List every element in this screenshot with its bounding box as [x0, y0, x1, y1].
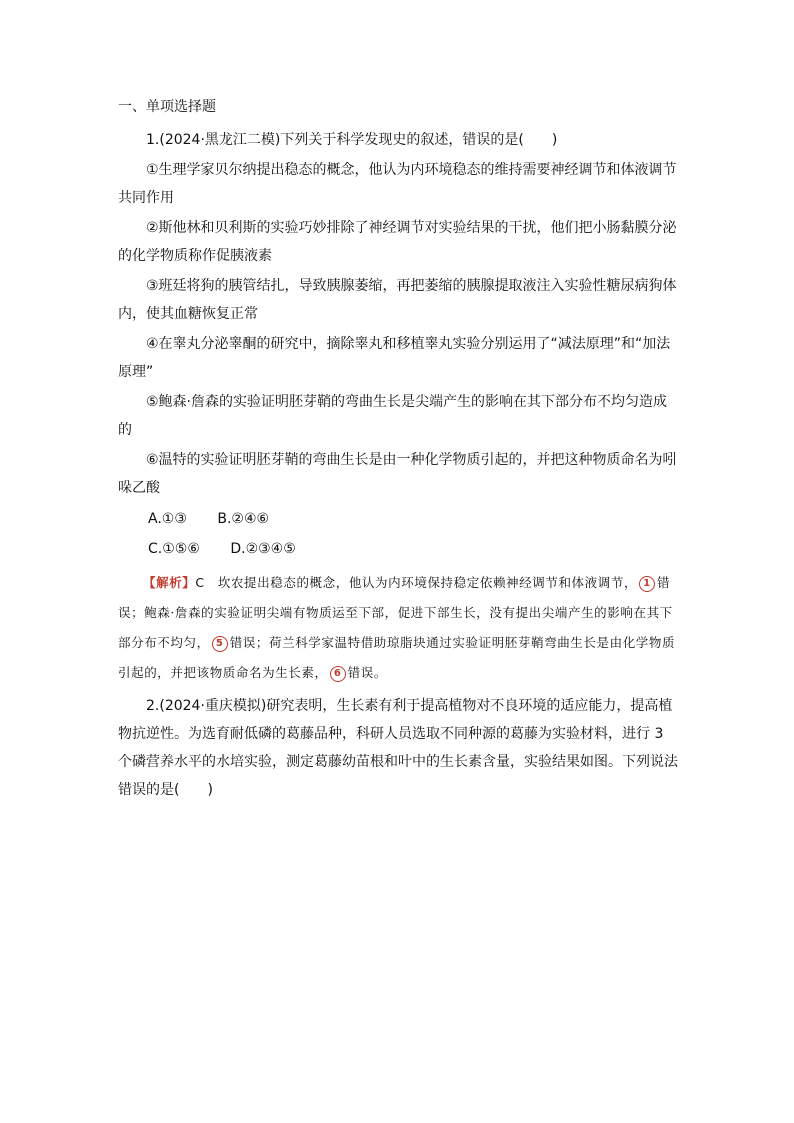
circled-number-6-mark: 6: [330, 666, 346, 682]
circled-number-5-mark: 5: [212, 636, 228, 652]
statement-2: ②斯他林和贝利斯的实验巧妙排除了神经调节对实验结果的干扰，他们把小肠黏膜分泌的化学物质称作促胰液素: [118, 220, 677, 264]
statement-5: ⑤鲍森·詹森的实验证明胚芽鞘的弯曲生长是尖端产生的影响在其下部分布不均匀造成的: [118, 394, 667, 438]
statement-4: ④在睾丸分泌睾酮的研究中，摘除睾丸和移植睾丸实验分别运用了“减法原理”和“加法原理”: [118, 336, 671, 380]
analysis-label: 【解析】: [143, 575, 196, 590]
statement-3: ③班廷将狗的胰管结扎，导致胰腺萎缩，再把萎缩的胰腺提取液注入实验性糖尿病狗体内，使其血糖恢复正常: [118, 278, 677, 322]
analysis-text-4: 错误。: [347, 665, 387, 680]
analysis-text-1: 坎农提出稳态的概念，他认为内环境保持稳定依赖神经调节和体液调节，: [217, 575, 638, 590]
option-a: A.①③: [148, 511, 187, 527]
document-page: [118, 96, 678, 806]
analysis-text-3: 错误；荷兰科学家温特借助琼脂块通过实验证明胚芽鞘弯曲生长是由化学物质引起的，并把该物质命名为生长素，: [118, 635, 676, 680]
section-title: 一、单项选择题: [118, 99, 216, 115]
option-b: B.②④⑥: [217, 511, 270, 527]
option-d: D.②③④⑤: [230, 541, 296, 557]
question-1-stem: 1.(2024·黑龙江二模)下列关于科学发现史的叙述，错误的是( ): [146, 132, 558, 148]
statement-1: ①生理学家贝尔纳提出稳态的概念，他认为内环境稳态的维持需要神经调节和体液调节共同作用: [118, 162, 677, 206]
circled-number-1-mark: 1: [639, 576, 655, 592]
option-c: C.①⑤⑥: [148, 541, 200, 557]
analysis-answer: C: [195, 575, 205, 590]
analysis-text-2: 错误；鲍森·詹森的实验证明尖端有物质运至下部，促进下部生长，没有提出尖端产生的影响在其下部分布不均匀，: [118, 575, 673, 650]
statement-6: ⑥温特的实验证明胚芽鞘的弯曲生长是由一种化学物质引起的，并把这种物质命名为吲哚乙酸: [118, 452, 677, 496]
options-row-2: [118, 534, 678, 564]
analysis-block: [118, 568, 678, 688]
options-row-1: [118, 504, 678, 534]
question-2-stem: 2.(2024·重庆模拟)研究表明，生长素有利于提高植物对不良环境的适应能力，提高植物抗逆性。为选育耐低磷的葛藤品种，科研人员选取不同种源的葛藤为实验材料，进行 3 个磷营养水平的水培实验，测定葛藤幼苗根和叶中的生长素含量，实验结果如图。下列说法错误的是( ): [118, 698, 678, 798]
